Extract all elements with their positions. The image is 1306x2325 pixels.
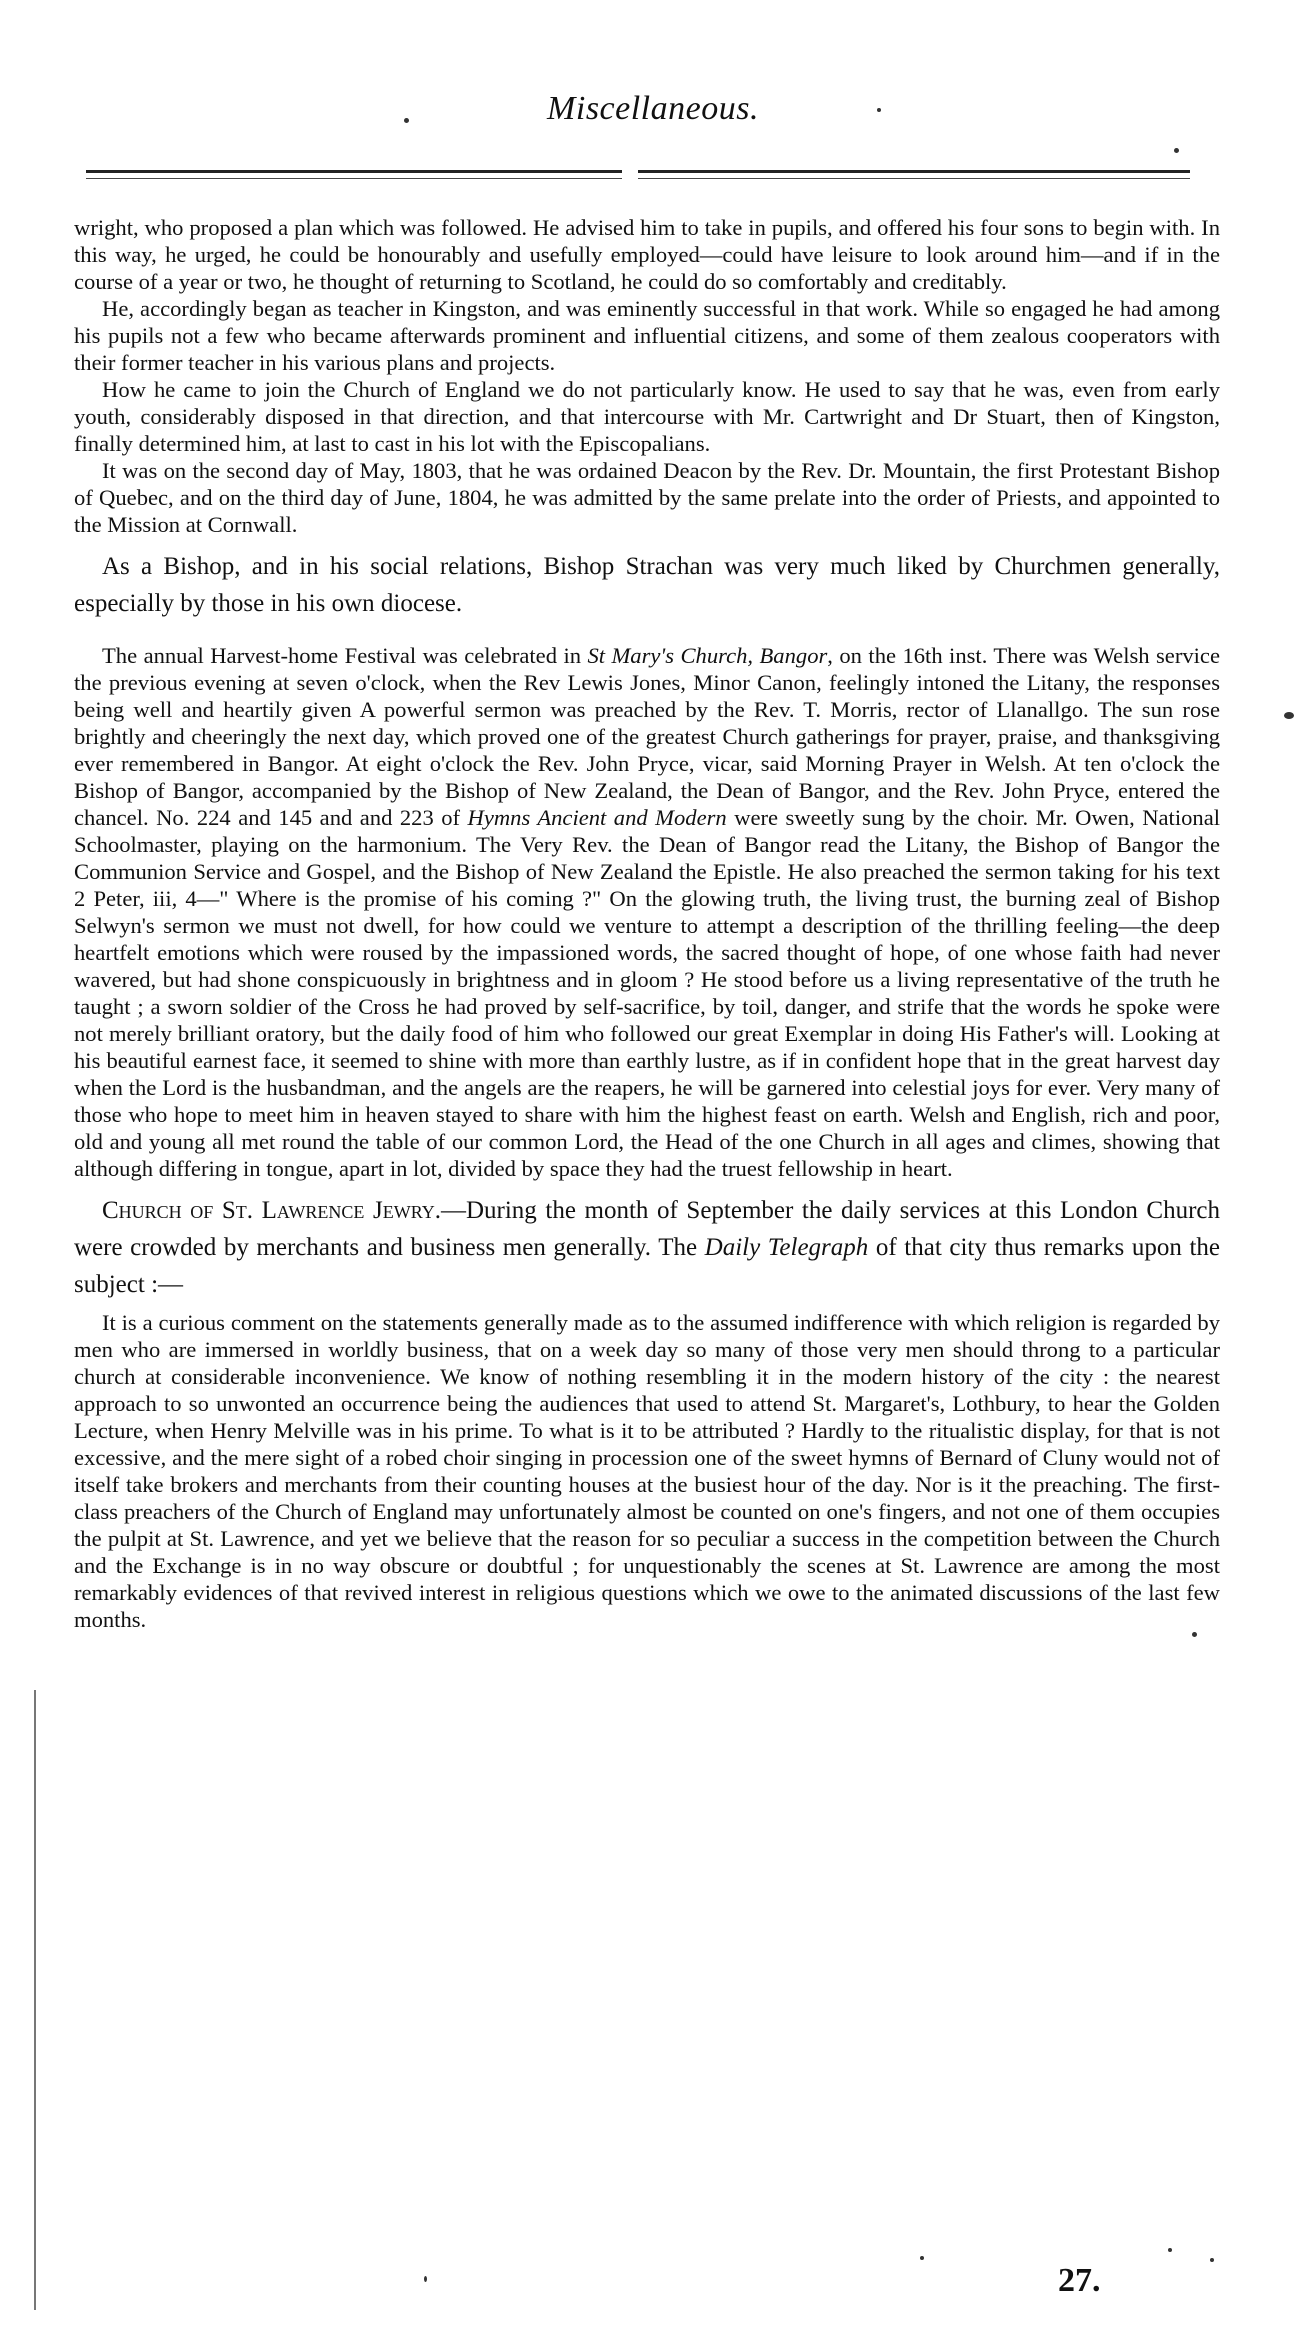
print-speck: [877, 108, 881, 112]
print-speck: [1210, 2258, 1214, 2262]
harvest-text-c: were sweetly sung by the choir. Mr. Owen, National Schoolmaster, playing on the harmonium. The Very Rev. the Dean of Bangor read the Litany, the Bishop of Bangor the Communion Service and Gospel, and the Bishop of New Zealand the Epistle. He also preached the sermon taking for his text 2 Peter, iii, 4—" Where is the promise of his coming ?" On the glowing truth, the living trust, the burning zeal of Bishop Selwyn's sermon we must not dwell, for how could we venture to attempt a description of the thrilling feeling—the deep heartfelt emotions which were roused by the impassioned words, the sacred thought of hope, of one whose faith had never wavered, but had shone conspicuously in brightness and in gloom ? He stood before us a living representative of the truth he taught ; a sworn soldier of the Cross he had proved by self-sacrifice, by toil, danger, and strife that the words he spoke were not merely brilliant oratory, but the daily food of him who followed our great Exemplar in doing His Father's will. Looking at his beautiful earnest face, it seemed to shine with more than earthly lustre, as if in confident hope that in the great harvest day when the Lord is the husbandman, and the angels are the reapers, he will be garnered into celestial joys for ever. Very many of those who hope to meet him in heaven stayed to share with him the highest feast on earth. Welsh and English, rich and poor, old and young all met round the table of our common Lord, the Head of the one Church in all ages and climes, showing that although differing in tongue, apart in lot, divided by space they had the truest fellowship in heart.: [74, 805, 1221, 1181]
paragraph-quotation: It is a curious comment on the statements generally made as to the assumed indifference with which religion is regarded by men who are immersed in worldly business, that on a week day so many of those very men should throng to a particular church at considerable inconvenience. We know of nothing resembling it in the modern history of the city : the nearest approach to so unwonted an occurrence being the audiences that used to attend St. Margaret's, Lothbury, to hear the Golden Lecture, when Henry Melville was in his prime. To what is it to be attributed ? Hardly to the ritualistic display, for that is not excessive, and the mere sight of a robed choir singing in procession one of the sweet hymns of Bernard of Cluny would not of itself take brokers and merchants from their counting houses at the busiest hour of the day. Nor is it the preaching. The first-class preachers of the Church of England may unfortunately almost be counted on one's fingers, and not one of them occupies the pulpit at St. Lawrence, and yet we believe that the reason for so peculiar a success in the competition between the Church and the Exchange is in no way obscure or doubtful ; for unquestionably the scenes at St. Lawrence are among the most remarkably evidences of that revived interest in religious questions which we owe to the animated discussions of the last few months.: [74, 1310, 1220, 1632]
section-heading-st-lawrence: Church of St. Lawrence Jewry.: [102, 1197, 441, 1224]
header-rule-right-thin: [638, 178, 1190, 179]
st-lawrence-text-a: —During the month of September the daily services at this London Church were crowded by merchants and business men generally. The: [74, 1197, 1220, 1261]
print-speck: [920, 2256, 924, 2260]
header-rule-left-thin: [86, 178, 622, 179]
paragraph-st-lawrence: [74, 1192, 1220, 1303]
page-number: 27.: [1058, 2262, 1101, 2299]
newspaper-title: Daily Telegraph: [704, 1234, 869, 1261]
print-speck: [404, 118, 409, 123]
print-speck: [424, 2276, 427, 2282]
paragraph-5: As a Bishop, and in his social relations, Bishop Strachan was very much liked by Churchmen generally, especially by those in his own diocese.: [74, 553, 1220, 617]
paragraph-4: It was on the second day of May, 1803, that he was ordained Deacon by the Rev. Dr. Mountain, the first Protestant Bishop of Quebec, and on the third day of June, 1804, he was admitted by the same prelate into the order of Priests, and appointed to the Mission at Cornwall.: [74, 458, 1220, 537]
article-body: [74, 214, 1220, 1633]
margin-line: [34, 1690, 36, 2310]
paragraph-harvest-festival: [74, 642, 1220, 1182]
harvest-text-b: , on the 16th inst. There was Welsh service the previous evening at seven o'clock, when the Rev Lewis Jones, Minor Canon, feelingly intoned the Litany, the responses being well and heartily given A powerful sermon was preached by the Rev. T. Morris, rector of Llanallgo. The sun rose brightly and cheeringly the next day, which proved one of the greatest Church gatherings for prayer, praise, and thanksgiving ever remembered in Bangor. At eight o'clock the Rev. John Pryce, vicar, said Morning Prayer in Welsh. At ten o'clock the Bishop of Bangor, accompanied by the Bishop of New Zealand, the Dean of Bangor, and the Rev. John Pryce, entered the chancel. No. 224 and 145 and and 223 of: [74, 643, 1220, 830]
harvest-text-a: The annual Harvest-home Festival was celebrated in: [102, 643, 588, 668]
print-speck: [1192, 1632, 1197, 1637]
paragraph-1: wright, who proposed a plan which was followed. He advised him to take in pupils, and offered his four sons to begin with. In this way, he urged, he could be honourably and usefully employed—could have leisure to look around him—and if in the course of a year or two, he thought of returning to Scotland, he could do so comfortably and creditably.: [74, 215, 1220, 294]
header-rule-left: [86, 170, 622, 173]
st-lawrence-text-b: of that city thus remarks upon the subject :—: [74, 1234, 1220, 1298]
hymnal-title: Hymns Ancient and Modern: [467, 805, 727, 830]
print-speck: [1168, 2248, 1172, 2252]
church-name: St Mary's Church, Bangor: [587, 643, 828, 668]
paragraph-2: He, accordingly began as teacher in Kingston, and was eminently successful in that work. While so engaged he had among his pupils not a few who became afterwards prominent and influential citizens, and some of them zealous cooperators with their former teacher in his various plans and projects.: [74, 296, 1220, 375]
header-rule-right: [638, 170, 1190, 173]
print-speck: [1174, 148, 1179, 153]
print-speck: [1284, 712, 1294, 719]
paragraph-3: How he came to join the Church of England we do not particularly know. He used to say that he was, even from early youth, considerably disposed in that direction, and that intercourse with Mr. Cartwright and Dr Stuart, then of Kingston, finally determined him, at last to cast in his lot with the Episcopalians.: [74, 377, 1220, 456]
page-title: Miscellaneous.: [547, 90, 759, 127]
